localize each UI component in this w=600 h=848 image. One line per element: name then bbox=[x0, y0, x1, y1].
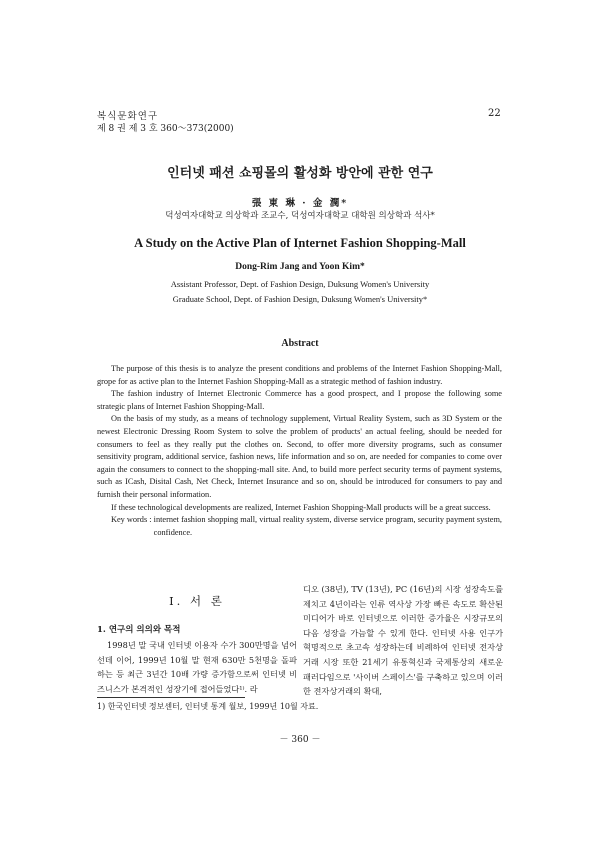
abstract-paragraph: If these technological developments are realized, Internet Fashion Shopping-Mall products will be a great success. bbox=[111, 502, 491, 512]
abstract-paragraph: On the basis of my study, as a means of technology supplement, Virtual Reality System, such as 3D System or the newest Electronic Dressing Room System to solve the problem of products' an actual feeling, should be needed for consumers to feel as they really put the clothes on. Second, to offer more diversity programs, such as consumer sensitivity program, additional service, fashion news, life information and so on, are needed for companies to come over again the consumers to connect to the shopping-mall site. And, to build more perfect security terms of payment systems, such as ICash, Disital Cash, Net Check, Internet Insurance and so on, should be introduced for consumers to pay and furnish their personal information. bbox=[97, 414, 502, 499]
left-column bbox=[97, 582, 297, 697]
subsection-heading: 1. 연구의 의의와 목적 bbox=[97, 624, 181, 635]
section-body: 1998년 말 국내 인터넷 이용자 수가 300만명을 넘어선데 이어, 1999년 10월 말 현재 630만 5천명을 돌파하는 등 최근 3년간 10배 가량 증가함으로써 인터넷 비즈니스가 본격적인 성장기에 접어들었다¹⁾. 라 bbox=[97, 640, 297, 694]
keywords bbox=[97, 514, 502, 539]
abstract-paragraph: The purpose of this thesis is to analyze the present conditions and problems of the Internet Fashion Shopping-Mall, grope for as active plan to the Internet Fashion Shopping-Mall as a strategic method of fashion industry. bbox=[97, 364, 502, 386]
tick-mark: ` bbox=[297, 248, 302, 259]
english-title: A Study on the Active Plan of Internet Fashion Shopping-Mall bbox=[134, 236, 466, 250]
korean-authors: 張 東 琳 · 金 潤* bbox=[251, 198, 349, 209]
footnote: 1) 한국인터넷 정보센터, 인터넷 통계 월보, 1999년 10월 자료. bbox=[97, 702, 319, 711]
korean-title: 인터넷 패션 쇼핑몰의 활성화 방안에 관한 연구 bbox=[167, 166, 433, 181]
page-number: 22 bbox=[488, 108, 501, 119]
page-footer: － 360 － bbox=[279, 735, 321, 745]
right-column: 디오 (38년), TV (13년), PC (16년)의 시장 성장속도를 제치고 4년이라는 인류 역사상 가장 빠른 속도로 확산된 미디어가 바로 인터넷으로 이러한 증가율은 시장규모의 다음 성장을 가늠할 수 있게 한다. 인터넷 사용 인구가 혁명적으로 초고속 성장하는데 비례하여 인터넷 전자상거래 시장 또한 21세기 유통혁신과 국제통상의 새로운 패러다임으로 '사이버 스페이스'를 구축하고 있으며 이러한 전자상거래의 확대, bbox=[303, 584, 503, 697]
abstract-heading: Abstract bbox=[281, 338, 319, 349]
journal-volume: 제 8 권 제 3 호 360～373(2000) bbox=[97, 124, 234, 134]
abstract-body bbox=[97, 363, 502, 539]
journal-name: 복식문화연구 bbox=[97, 111, 159, 122]
section-heading: Ⅰ. 서 론 bbox=[169, 594, 225, 608]
english-affiliation-2: Graduate School, Dept. of Fashion Design, Duksung Women's University* bbox=[172, 294, 428, 304]
footnote-rule bbox=[97, 697, 245, 698]
keywords-text: internet fashion shopping mall, virtual reality system, diverse service program, security payment system, confidence. bbox=[153, 515, 502, 537]
english-affiliation-1: Assistant Professor, Dept. of Fashion Design, Duksung Women's University bbox=[170, 279, 430, 289]
abstract-paragraph: The fashion industry of Internet Electronic Commerce has a good prospect, and I propose the following some strategic plans of Internet Fashion Shopping-Mall. bbox=[97, 389, 502, 411]
keywords-label: Key words : bbox=[111, 515, 154, 525]
korean-affiliation: 덕성여자대학교 의상학과 조교수, 덕성여자대학교 대학원 의상학과 석사* bbox=[165, 211, 435, 221]
english-authors: Dong-Rim Jang and Yoon Kim* bbox=[235, 262, 365, 272]
